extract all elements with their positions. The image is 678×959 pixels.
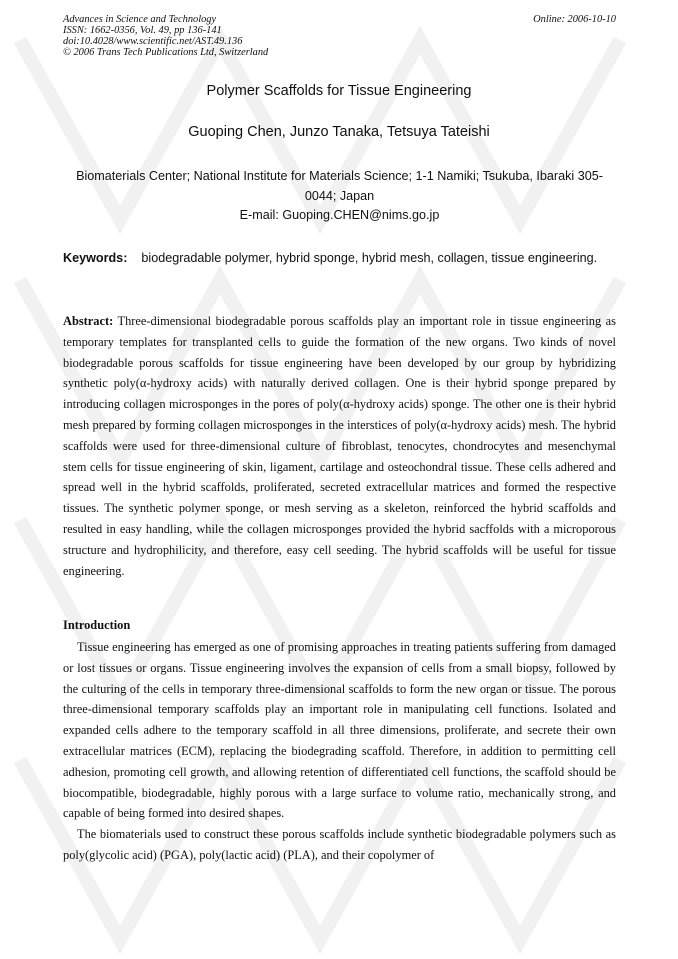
- journal-header: [63, 14, 616, 58]
- email: E-mail: Guoping.CHEN@nims.go.jp: [239, 208, 440, 222]
- journal-name: Advances in Science and Technology: [63, 14, 217, 25]
- affiliation-block: [63, 167, 616, 226]
- introduction-body: [63, 637, 616, 866]
- keywords-block: [63, 248, 616, 269]
- abstract-block: [63, 311, 616, 581]
- online-date: Online: 2006-10-10: [533, 14, 616, 25]
- copyright-line: © 2006 Trans Tech Publications Ltd, Switzerland: [63, 47, 269, 58]
- paragraph: The biomaterials used to construct these porous scaffolds include synthetic biodegradable polymers such as poly(glycolic acid) (PGA), poly(lactic acid) (PLA), and their copolymer of: [63, 827, 616, 862]
- abstract-label: Abstract:: [63, 314, 114, 328]
- section-heading-introduction: Introduction: [63, 618, 131, 632]
- paragraph: Tissue engineering has emerged as one of promising approaches in treating patients suffering from damaged or lost tissues or organs. Tissue engineering involves the expansion of cells from a small biopsy, followed by the culturing of the cells in temporary three-dimensional scaffolds to form the new organ or tissue. The porous three-dimensional temporary scaffolds play an important role in manipulating cell functions. Isolated and expanded cells adhere to the temporary scaffold in all three dimensions, proliferate, and secrete their own extracellular matrices (ECM), replacing the biodegrading scaffold. Therefore, in addition to permitting cell adhesion, promoting cell growth, and allowing retention of differentiated cell functions, the scaffold should be biocompatible, biodegradable, highly porous with a large surface to volume ratio, mechanically strong, and capable of being formed into desired shapes.: [63, 640, 616, 821]
- keywords-label: Keywords:: [63, 251, 128, 265]
- abstract-text: Three-dimensional biodegradable porous scaffolds play an important role in tissue engineering as temporary templates for transplanted cells to guide the formation of the new organs. Two kinds of novel biodegradable porous scaffolds for tissue engineering have been developed by our group by hybridizing synthetic poly(α-hydroxy acids) with naturally derived collagen. One is their hybrid sponge prepared by introducing collagen microsponges in the pores of poly(α-hydroxy acids) sponge. The other one is their hybrid mesh prepared by forming collagen microsponges in the interstices of poly(α-hydroxy acids) mesh. The hybrid scaffolds were used for three-dimensional culture of fibroblast, tenocytes, chondrocytes and mesenchymal stem cells for tissue engineering of skin, ligament, cartilage and osteochondral tissue. These cells adhered and spread well in the hybrid scaffolds, proliferated, secreted extracellular matrices and formed the respective tissues. The synthetic polymer sponge, or mesh serving as a skeleton, reinforced the hybrid scaffolds and resulted in easy handling, while the collagen microsponges provided the hybrid sacffolds with a microporous structure and hydrophilicity, and therefore, easy cell seeding. The hybrid scaffolds will be useful for tissue engineering.: [63, 314, 616, 578]
- author-list: Guoping Chen, Junzo Tanaka, Tetsuya Tateishi: [188, 124, 490, 140]
- paper-title: Polymer Scaffolds for Tissue Engineering: [206, 83, 472, 99]
- issn-line: ISSN: 1662-0356, Vol. 49, pp 136-141: [63, 25, 222, 36]
- doi-line: doi:10.4028/www.scientific.net/AST.49.136: [63, 36, 243, 47]
- keywords-text: biodegradable polymer, hybrid sponge, hybrid mesh, collagen, tissue engineering.: [141, 251, 598, 265]
- affiliation: Biomaterials Center; National Institute for Materials Science; 1-1 Namiki; Tsukuba, Ibaraki 305-0044; Japan: [76, 169, 603, 203]
